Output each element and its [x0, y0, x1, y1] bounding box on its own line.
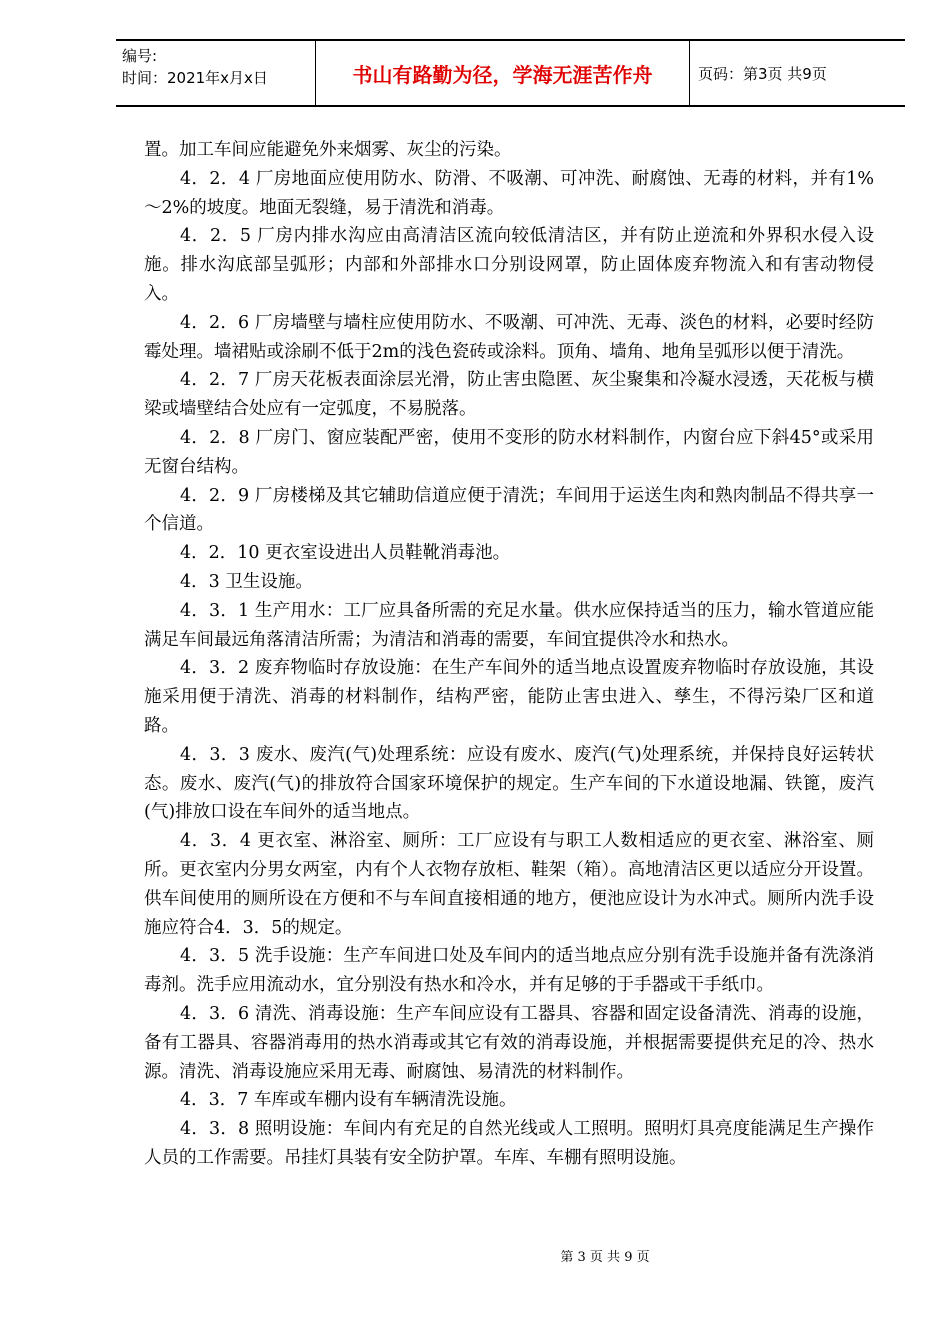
header-page-info: 页码：第3页 共9页 — [698, 64, 827, 83]
paragraph: 4．2．8 厂房门、窗应装配严密，使用不变形的防水材料制作，内窗台应下斜45°或采用无窗台结构。 — [144, 427, 874, 477]
paragraph: 4．3．4 更衣室、淋浴室、厕所：工厂应设有与职工人数相适应的更衣室、淋浴室、厕所。更衣室内分男女两室，内有个人衣物存放柜、鞋架（箱）。高地清洁区更以适应分开设置。供车间使用的厕所设在方便和不与车间直接相通的地方，便池应设计为水冲式。厕所内洗手设施应符合4．3．5的规定。 — [144, 831, 874, 938]
document-time-label: 时间：2021年x月x日 — [122, 69, 268, 87]
paragraph: 4．2．7 厂房天花板表面涂层光滑，防止害虫隐匿、灰尘聚集和冷凝水浸透，天花板与横梁或墙壁结合处应有一定弧度，不易脱落。 — [144, 370, 874, 420]
page-footer: 第 3 页 共 9 页 — [560, 1250, 650, 1265]
paragraph: 4．3．5 洗手设施：生产车间进口处及车间内的适当地点应分别有洗手设施并备有洗涤消毒剂。洗手应用流动水，宜分别没有热水和冷水，并有足够的于手器或干手纸巾。 — [144, 946, 874, 996]
header-meta — [116, 41, 316, 105]
paragraph: 4．2．5 厂房内排水沟应由高清洁区流向较低清洁区，并有防止逆流和外界积水侵入设施。排水沟底部呈弧形；内部和外部排水口分别设网罩，防止固体废弃物流入和有害动物侵入。 — [144, 226, 874, 304]
section-heading: 4．3 卫生设施。 — [180, 571, 313, 592]
paragraph: 置。加工车间应能避免外来烟雾、灰尘的污染。 — [144, 140, 512, 160]
page-header — [116, 39, 905, 107]
paragraph: 4．2．6 厂房墙壁与墙柱应使用防水、不吸潮、可冲洗、无毒、淡色的材料，必要时经防霉处理。墙裙贴或涂刷不低于2m的浅色瓷砖或涂料。顶角、墙角、地角呈弧形以便于清洗。 — [144, 312, 874, 362]
paragraph: 4．3．7 车库或车棚内设有车辆清洗设施。 — [180, 1090, 517, 1111]
paragraph: 4．3．6 清洗、消毒设施：生产车间应设有工器具、容器和固定设备清洗、消毒的设施，备有工器具、容器消毒用的热水消毒或其它有效的消毒设施，并根据需要提供充足的冷、热水源。清洗、消毒设施应采用无毒、耐腐蚀、易清洗的材料制作。 — [144, 1003, 874, 1082]
paragraph: 4．2．9 厂房楼梯及其它辅助信道应便于清洗；车间用于运送生肉和熟肉制品不得共享一个信道。 — [144, 485, 874, 535]
document-number-label: 编号: — [122, 47, 158, 65]
paragraph: 4．2．10 更衣室设进出人员鞋靴消毒池。 — [180, 543, 511, 564]
header-motto: 书山有路勤为径，学海无涯苦作舟 — [316, 41, 690, 105]
document-body — [144, 136, 874, 1173]
paragraph: 4．3．1 生产用水：工厂应具备所需的充足水量。供水应保持适当的压力，输水管道应能满足车间最远角落清洁所需；为清洁和消毒的需要，车间宜提供冷水和热水。 — [144, 600, 874, 650]
paragraph: 4．2．4 厂房地面应使用防水、防滑、不吸潮、可冲洗、耐腐蚀、无毒的材料，并有1%～2%的坡度。地面无裂缝，易于清洗和消毒。 — [144, 168, 874, 218]
paragraph: 4．3．3 废水、废汽(气)处理系统：应设有废水、废汽(气)处理系统，并保持良好运转状态。废水、废汽(气)的排放符合国家环境保护的规定。生产车间的下水道设地漏、铁篦，废汽(气)排放口设在车间外的适当地点。 — [144, 744, 874, 823]
paragraph: 4．3．8 照明设施：车间内有充足的自然光线或人工照明。照明灯具亮度能满足生产操作人员的工作需要。吊挂灯具装有安全防护罩。车库、车棚有照明设施。 — [144, 1119, 874, 1168]
paragraph: 4．3．2 废弃物临时存放设施：在生产车间外的适当地点设置废弃物临时存放设施，其设施采用便于清洗、消毒的材料制作，结构严密，能防止害虫进入、孳生，不得污染厂区和道路。 — [144, 658, 874, 736]
